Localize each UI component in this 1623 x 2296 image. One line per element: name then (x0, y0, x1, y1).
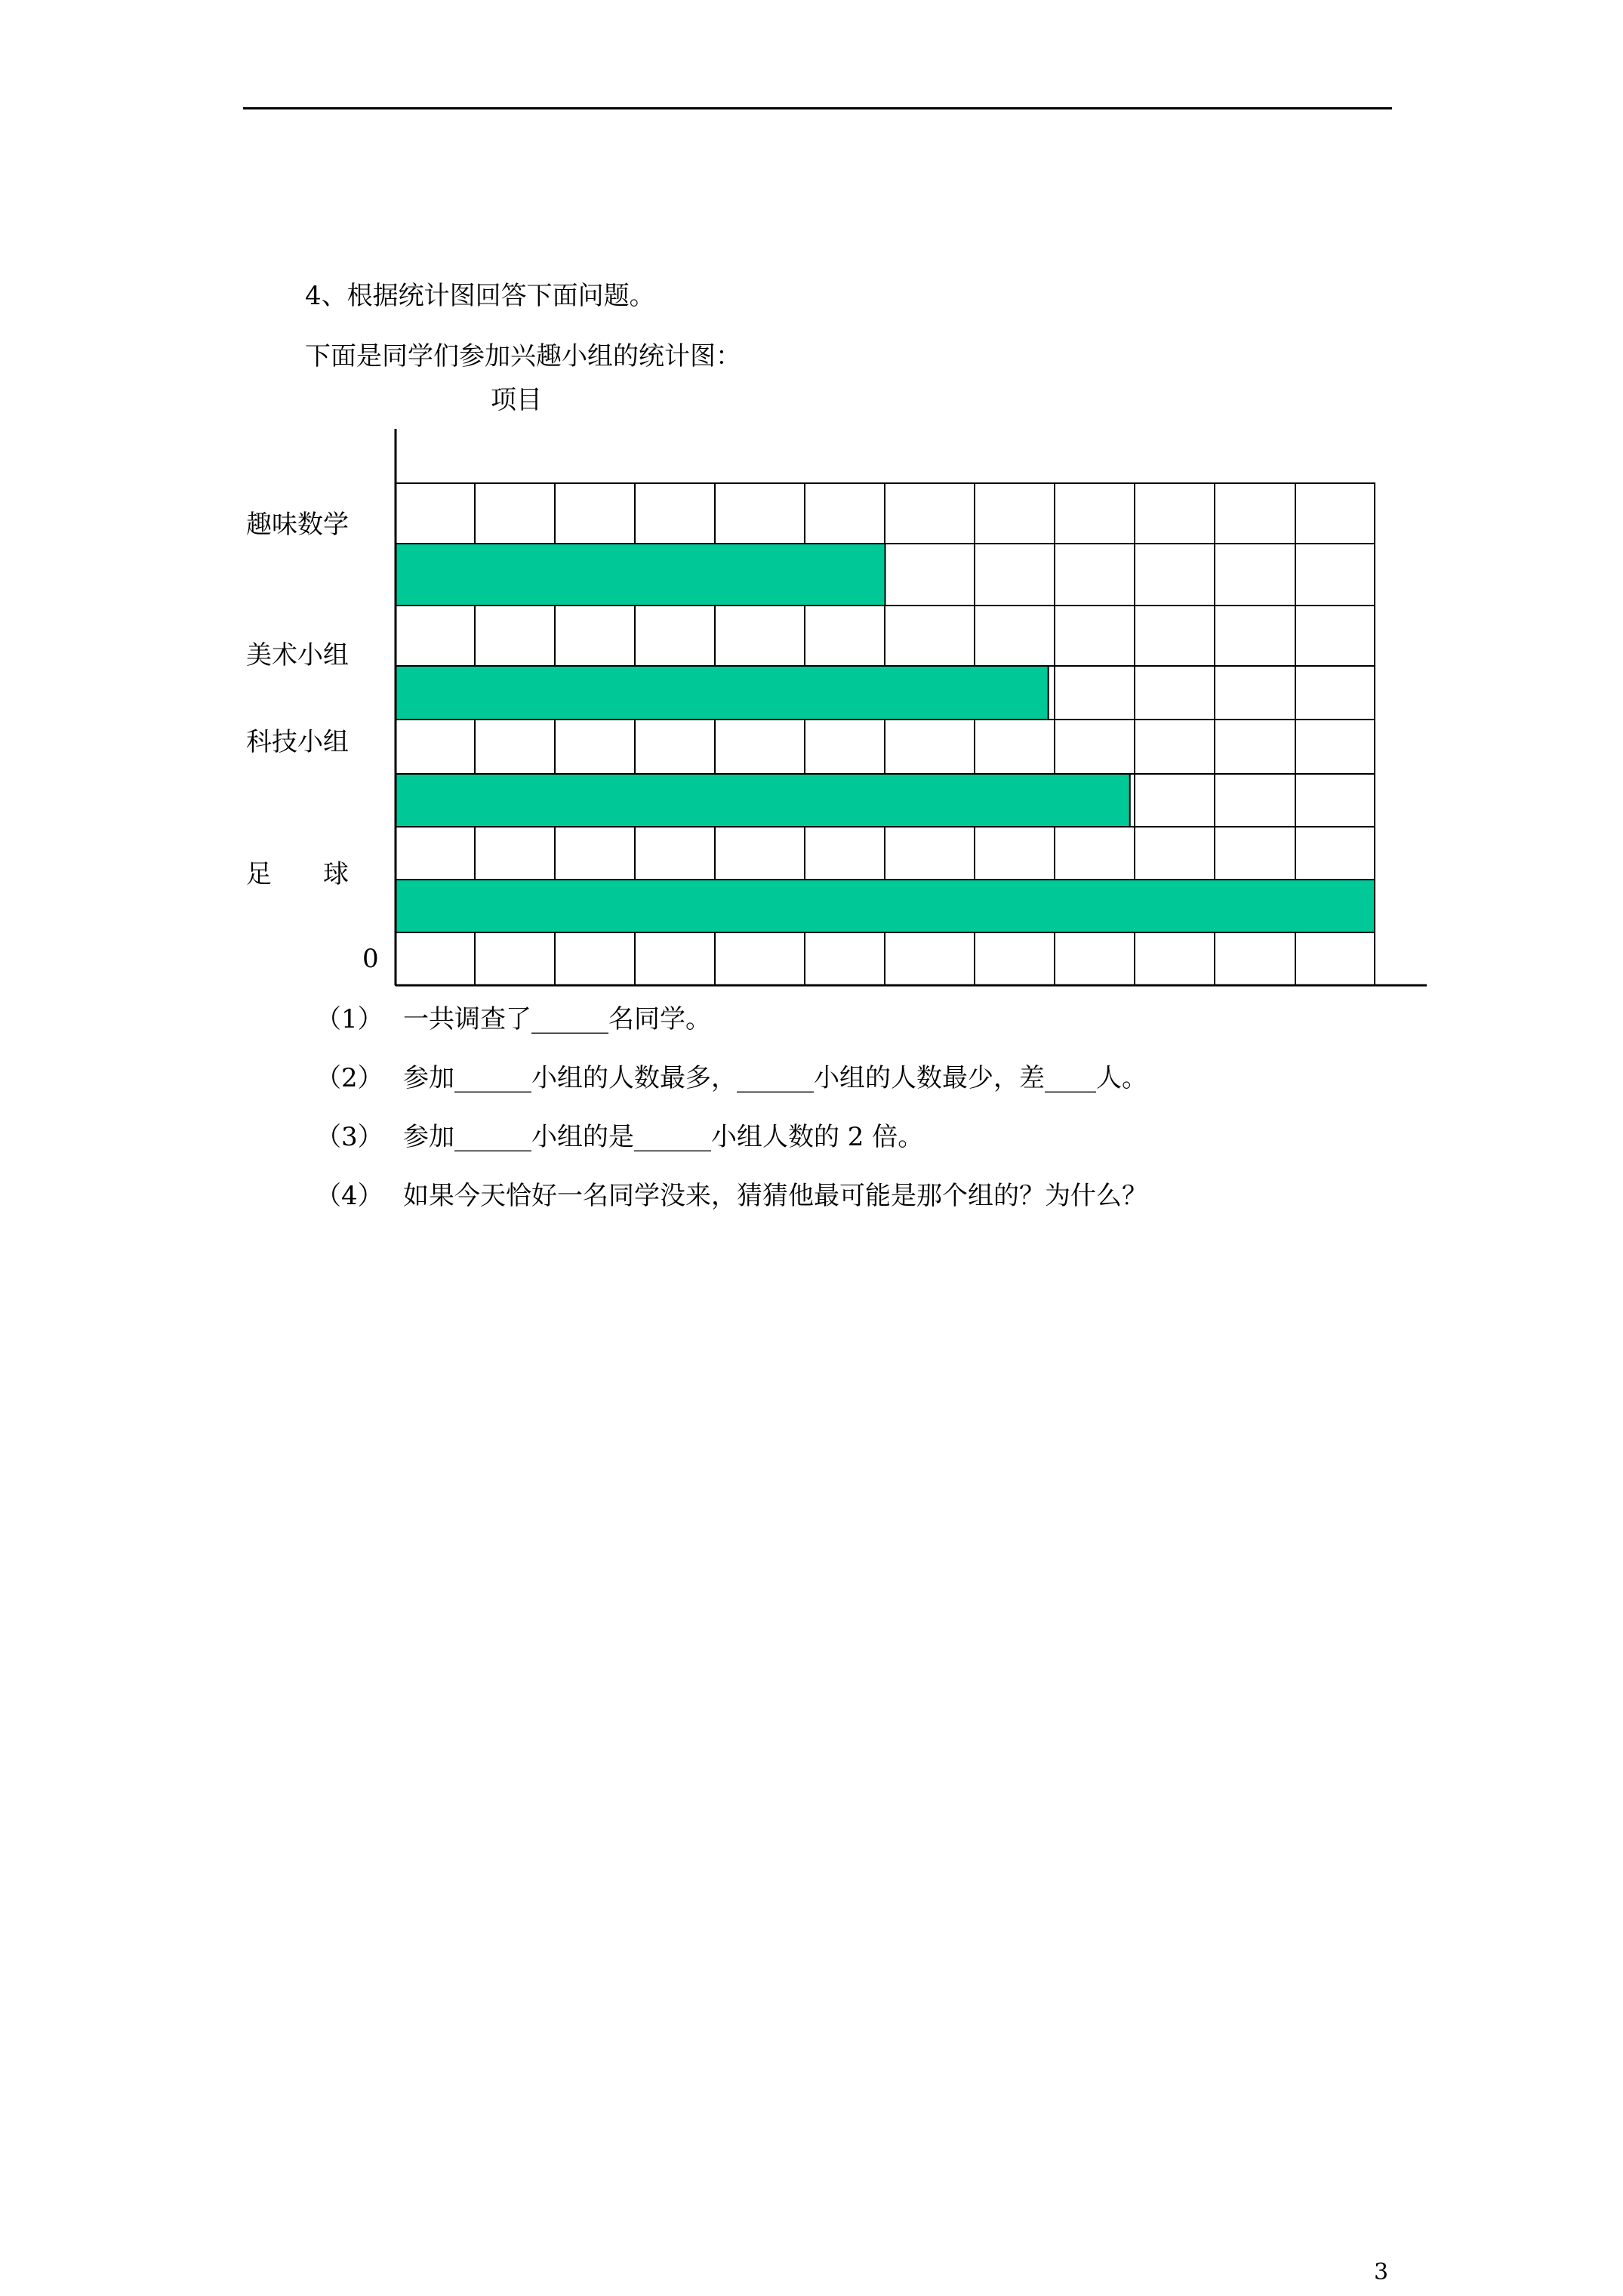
grid-cell (805, 606, 885, 666)
grid-cell (635, 483, 715, 544)
bar-3 (396, 880, 1375, 932)
grid-cell (1135, 774, 1215, 827)
grid-cell (1215, 606, 1295, 666)
grid-cell (1135, 666, 1215, 720)
grid-cell (1295, 774, 1375, 827)
grid-cell (1055, 720, 1135, 774)
grid-cell (1135, 483, 1215, 544)
question-3-number: （3） (316, 1122, 383, 1152)
grid-cell (1215, 720, 1295, 774)
grid-cell (396, 606, 475, 666)
grid-cell (1055, 666, 1135, 720)
question-heading: 4、根据统计图回答下面问题。 (305, 281, 655, 311)
grid-cell (1295, 827, 1375, 880)
grid-cell (1055, 932, 1135, 985)
grid-cell (396, 483, 475, 544)
grid-cell (555, 606, 635, 666)
grid-cell (1295, 544, 1375, 606)
question-1-number: （1） (316, 1004, 383, 1034)
grid-cell (555, 720, 635, 774)
grid-cell (715, 932, 805, 985)
category-label-football: 足 球 (246, 859, 349, 889)
grid-cell (715, 483, 805, 544)
grid-cell (885, 606, 975, 666)
grid-cell (975, 827, 1055, 880)
grid-cell (396, 720, 475, 774)
grid-cell (1135, 932, 1215, 985)
grid-cell (475, 483, 555, 544)
grid-cell (1055, 483, 1135, 544)
grid-cell (715, 720, 805, 774)
grid-cell (715, 606, 805, 666)
grid-cell (885, 932, 975, 985)
grid-cell (1295, 606, 1375, 666)
question-3-text: 参加______小组的是______小组人数的 2 倍。 (403, 1122, 924, 1152)
grid-cell (555, 827, 635, 880)
page-number: 3 (1374, 2259, 1389, 2285)
grid-cell (975, 544, 1055, 606)
grid-cell (1215, 932, 1295, 985)
x-tick-label-zero: 0 (362, 944, 379, 974)
grid-cell (975, 720, 1055, 774)
bar-2 (396, 774, 1130, 827)
grid-cell (885, 720, 975, 774)
grid-cell (1215, 483, 1295, 544)
grid-cell (1295, 720, 1375, 774)
grid-cell (1215, 666, 1295, 720)
grid-cell (396, 827, 475, 880)
category-label-math: 趣味数学 (246, 510, 349, 540)
question-2-text: 参加______小组的人数最多，______小组的人数最少，差____人。 (403, 1063, 1147, 1093)
grid-cell (1135, 720, 1215, 774)
grid-cell (1135, 606, 1215, 666)
grid-cell (885, 827, 975, 880)
grid-cell (635, 827, 715, 880)
grid-cell (635, 932, 715, 985)
bar-0 (396, 544, 885, 606)
grid-cell (1295, 666, 1375, 720)
grid-cell (805, 827, 885, 880)
grid-cell (975, 606, 1055, 666)
grid-cell (1215, 774, 1295, 827)
grid-cell (715, 827, 805, 880)
grid-cell (475, 827, 555, 880)
bar-chart (0, 0, 1623, 1057)
grid-cell (635, 606, 715, 666)
grid-cell (475, 720, 555, 774)
grid-cell (975, 932, 1055, 985)
question-2-number: （2） (316, 1063, 383, 1093)
question-1-text: 一共调查了______名同学。 (403, 1004, 711, 1034)
grid-cell (1295, 932, 1375, 985)
category-label-art: 美术小组 (246, 640, 349, 670)
grid-cell (396, 932, 475, 985)
grid-cell (1055, 544, 1135, 606)
grid-cell (1135, 544, 1215, 606)
grid-cell (1055, 606, 1135, 666)
y-axis-title: 项目 (491, 385, 542, 415)
grid-cell (885, 483, 975, 544)
grid-cell (805, 932, 885, 985)
grid-cell (555, 483, 635, 544)
bar-1 (396, 666, 1049, 720)
grid-cell (1295, 483, 1375, 544)
grid-cell (1215, 827, 1295, 880)
question-4-number: （4） (316, 1181, 383, 1211)
grid-cell (885, 544, 975, 606)
grid-cell (805, 483, 885, 544)
grid-cell (1055, 827, 1135, 880)
chart-intro: 下面是同学们参加兴趣小组的统计图： (305, 341, 741, 371)
grid-cell (475, 606, 555, 666)
grid-cell (1135, 827, 1215, 880)
grid-cell (805, 720, 885, 774)
grid-cell (475, 932, 555, 985)
grid-cell (635, 720, 715, 774)
grid-cell (975, 483, 1055, 544)
grid-cell (555, 932, 635, 985)
category-label-tech: 科技小组 (246, 727, 349, 757)
grid-cell (1215, 544, 1295, 606)
question-4-text: 如果今天恰好一名同学没来，猜猜他最可能是那个组的？为什么？ (403, 1181, 1147, 1211)
